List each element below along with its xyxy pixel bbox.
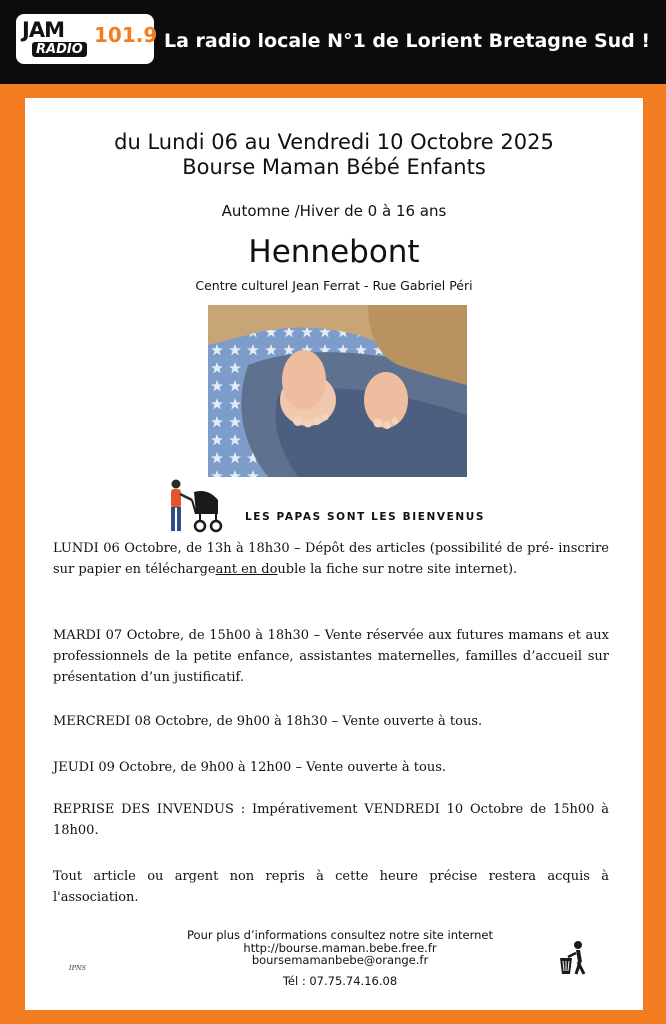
welcome-note: LES PAPAS SONT LES BIENVENUS [245, 511, 486, 523]
ipns-footnote: IPNS [69, 964, 87, 972]
schedule-tuesday: MARDI 07 Octobre, de 15h00 à 18h30 – Vente réservée aux futures mamans et aux professionnels de la petite enfance, assistantes maternelles, familles d’accueil sur présentation d’un justificatif. [53, 628, 609, 685]
contact-website[interactable]: http://bourse.maman.bebe.free.fr [243, 941, 437, 955]
schedule-thursday: JEUDI 09 Octobre, de 9h00 à 12h00 – Vente ouverte à tous. [53, 760, 446, 775]
schedule-notice: Tout article ou argent non repris à cette heure précise restera acquis à l'association. [53, 869, 609, 905]
contact-phone: Tél : 07.75.74.16.08 [282, 974, 398, 988]
father-stroller-icon [164, 478, 226, 536]
event-season: Automne /Hiver de 0 à 16 ans [221, 202, 447, 220]
event-title: Bourse Maman Bébé Enfants [182, 155, 486, 179]
schedule-monday: LUNDI 06 Octobre, de 13h à 18h30 – Dépôt des articles (possibilité de pré- inscrire sur papier en téléchargeant en double la fiche sur notre site internet). [53, 541, 609, 577]
schedule-wednesday: MERCREDI 08 Octobre, de 9h00 à 18h30 – Vente ouverte à tous. [53, 714, 483, 729]
logo-brand: JAM [22, 18, 64, 42]
contact-intro: Pour plus d’informations consultez notre site internet [187, 928, 493, 942]
event-poster [25, 98, 643, 1010]
logo-sub: RADIO [32, 42, 87, 57]
contact-email[interactable]: boursemamanbebe@orange.fr [251, 953, 429, 967]
schedule-unsold-pickup: REPRISE DES INVENDUS : Impérativement VENDREDI 10 Octobre de 15h00 à 18h00. [53, 802, 609, 838]
event-venue: Centre culturel Jean Ferrat - Rue Gabriel Péri [195, 278, 473, 293]
top-banner [0, 0, 666, 84]
baby-feet-photo [208, 305, 467, 477]
event-dates: du Lundi 06 au Vendredi 10 Octobre 2025 [114, 130, 554, 154]
jam-radio-logo[interactable] [16, 14, 158, 64]
event-city: Hennebont [248, 234, 420, 270]
recycle-bin-icon [558, 940, 588, 976]
banner-tagline: La radio locale N°1 de Lorient Bretagne Sud ! [164, 30, 651, 52]
logo-frequency: 101.9 [94, 23, 158, 47]
